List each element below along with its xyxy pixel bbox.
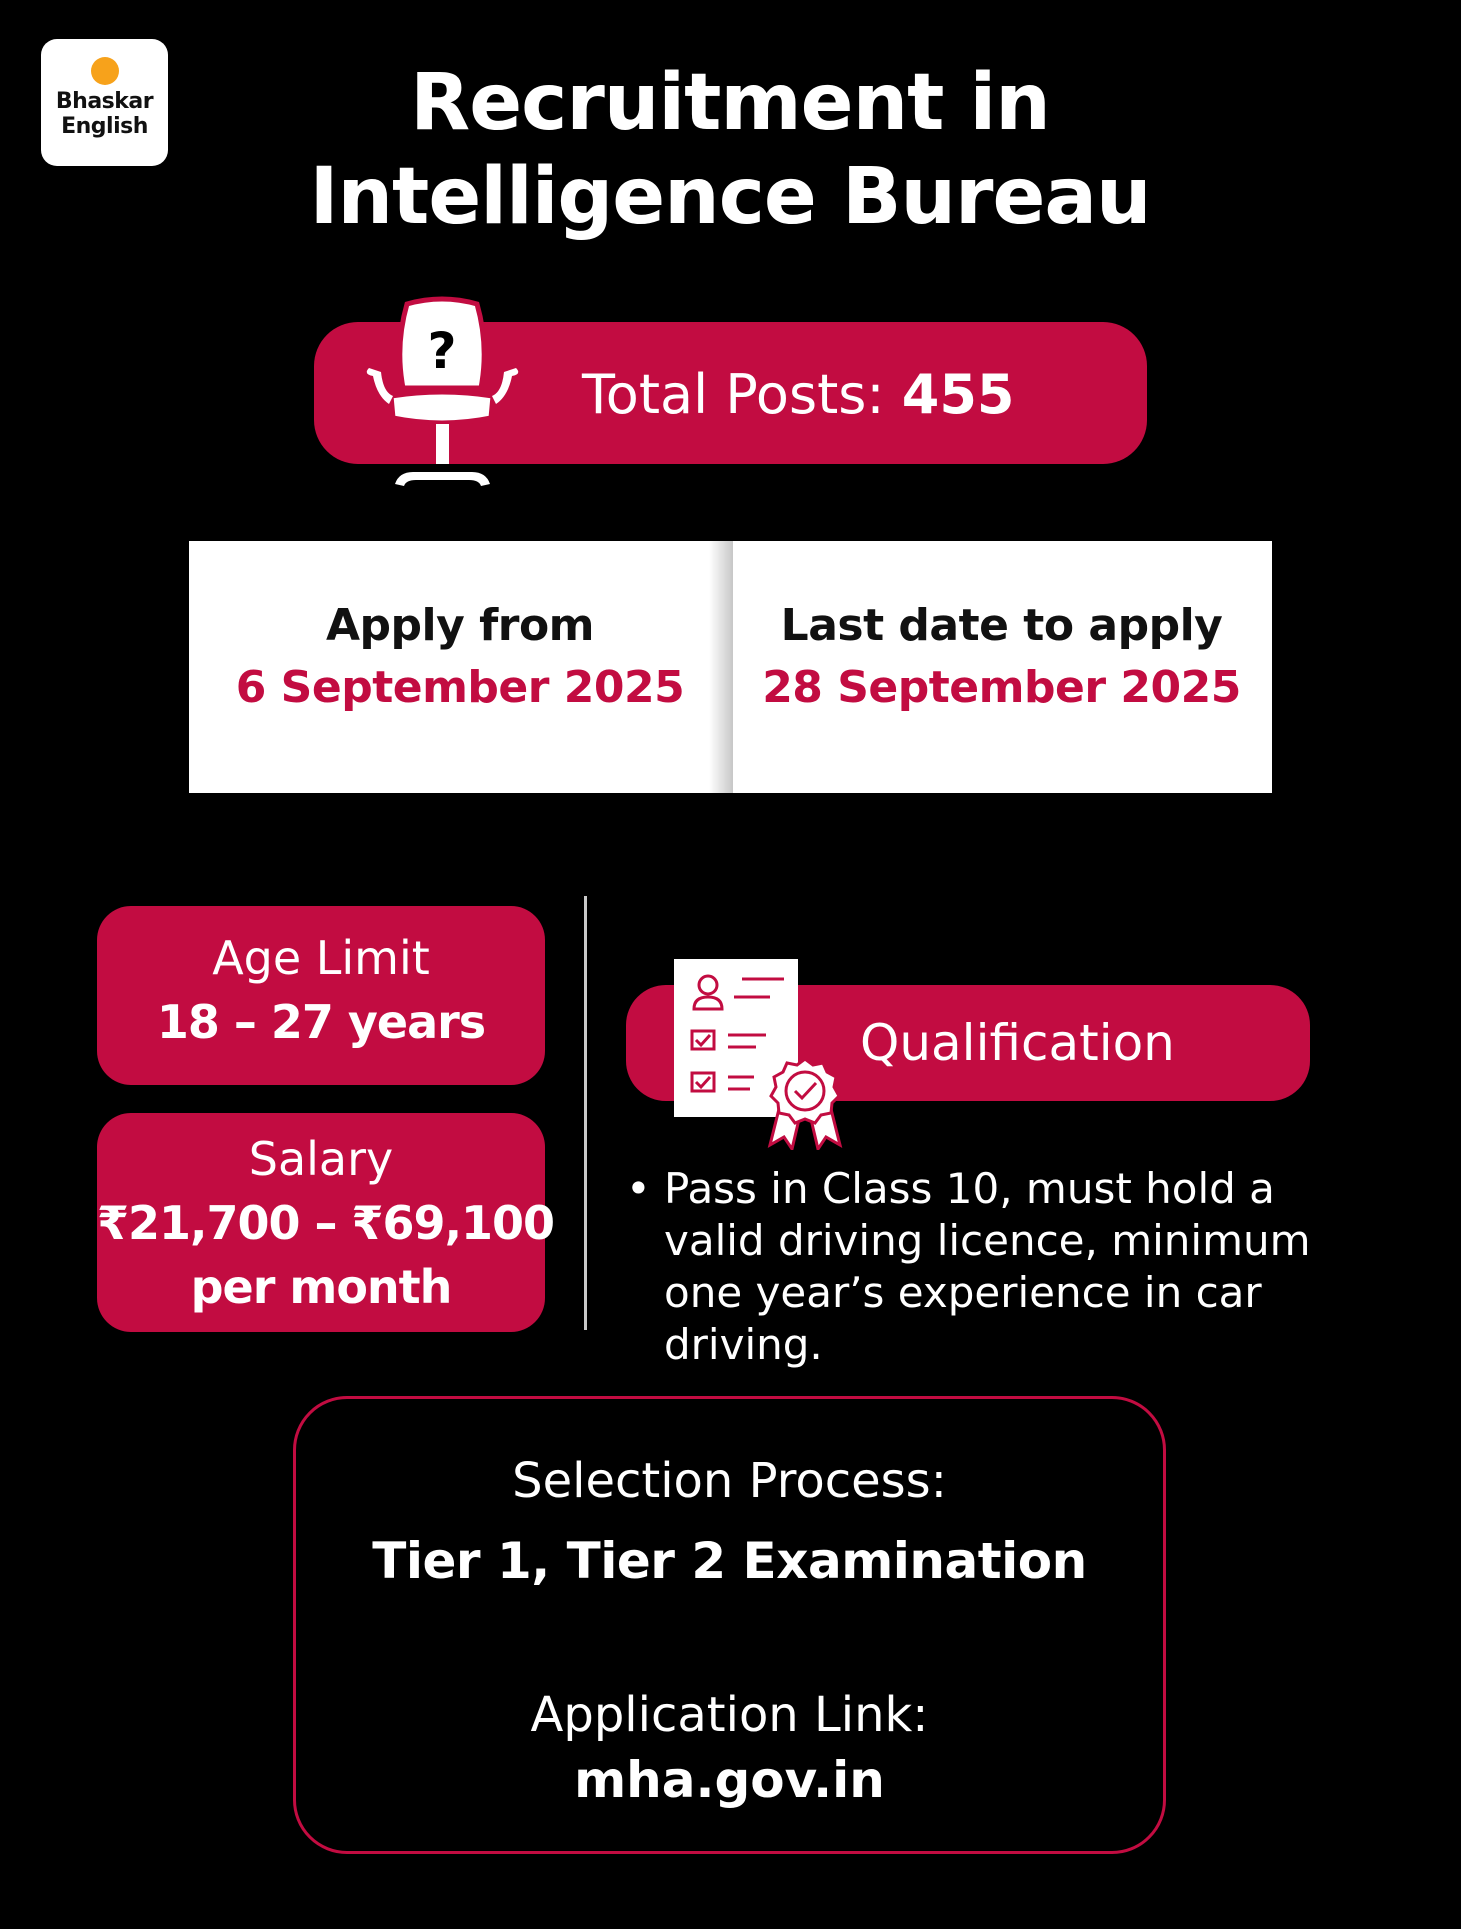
brand-logo — [41, 39, 168, 166]
office-chair-question-icon — [355, 296, 530, 491]
logo-line-1: Bhaskar — [55, 89, 154, 114]
sun-icon — [91, 57, 119, 85]
section-divider — [584, 896, 587, 1330]
last-date-value: 28 September 2025 — [762, 662, 1241, 713]
bullet-dot: • — [626, 1164, 651, 1213]
apply-from-value: 6 September 2025 — [235, 662, 685, 713]
age-limit-box — [97, 906, 545, 1085]
page-title — [240, 56, 1220, 244]
logo-line-2: English — [61, 114, 148, 139]
application-link[interactable]: mha.gov.in — [574, 1751, 885, 1809]
dates-panel — [189, 541, 1272, 793]
selection-value: Tier 1, Tier 2 Examination — [372, 1532, 1087, 1590]
selection-label: Selection Process: — [512, 1453, 947, 1509]
selection-box — [293, 1396, 1166, 1854]
title-line-1: Recruitment in — [410, 58, 1050, 148]
dates-divider — [709, 541, 733, 793]
apply-from-card — [189, 541, 731, 793]
salary-label: Salary — [248, 1132, 394, 1186]
apply-from-label: Apply from — [325, 600, 595, 651]
salary-value: ₹21,700 – ₹69,100 — [97, 1196, 555, 1250]
svg-text:?: ? — [427, 322, 457, 380]
qualification-text: Pass in Class 10, must hold a valid driving licence, minimum one year’s experience in car driving. — [664, 1164, 1311, 1369]
age-limit-label: Age Limit — [212, 931, 430, 985]
application-link-label: Application Link: — [530, 1687, 929, 1743]
salary-unit: per month — [190, 1260, 452, 1314]
total-posts-text — [582, 360, 1102, 430]
age-limit-value: 18 – 27 years — [156, 995, 486, 1049]
last-date-label: Last date to apply — [780, 600, 1223, 651]
total-posts-label: Total Posts: — [582, 363, 885, 426]
total-posts-value: 455 — [901, 363, 1015, 426]
last-date-card — [731, 541, 1272, 793]
qualification-label: Qualification — [860, 1014, 1175, 1072]
certificate-icon — [670, 955, 850, 1150]
salary-box — [97, 1113, 555, 1332]
title-line-2: Intelligence Bureau — [309, 152, 1151, 242]
